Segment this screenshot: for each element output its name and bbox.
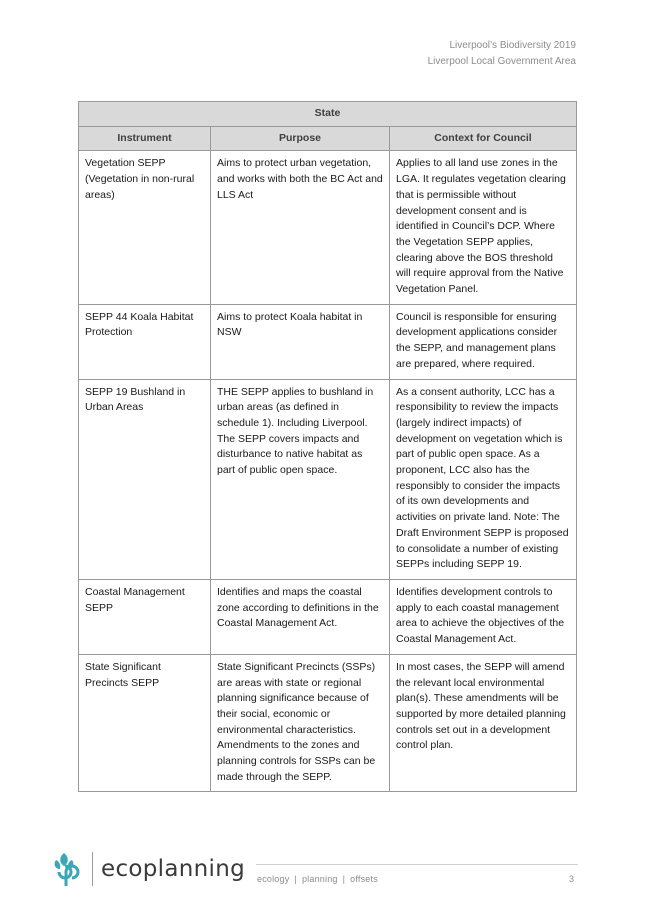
context-cell: As a consent authority, LCC has a responsibility to review the impacts (largely indirect impacts) of development on vegetation which is part of public open space. As a proponent, LCC also has the responsibly to consider the impacts of its own developments and activities on private land. Note: The Draft Environment SEPP is proposed to consolidate a number of existing SEPPs including SEPP 19. [390,379,577,579]
purpose-cell: State Significant Precincts (SSPs) are areas with state or regional planning significance because of their social, economic or environmental characteristics. Amendments to the zones and planning controls for SSPs can be made through the SEPP. [211,654,390,792]
purpose-cell: THE SEPP applies to bushland in urban areas (as defined in schedule 1). Including Liverpool. The SEPP covers impacts and disturbance to native habitat as part of public open space. [211,379,390,579]
ecoplanning-logo [50,850,245,888]
instrument-cell: Vegetation SEPP (Vegetation in non-rural areas) [79,151,211,304]
column-header-instrument: Instrument [79,126,211,151]
footer-divider [256,864,578,865]
page-number: 3 [568,874,574,884]
logo-divider [92,852,93,886]
context-cell: Applies to all land use zones in the LGA. It regulates vegetation clearing that is permissible without development consent and is identified in Council’s DCP. Where the Vegetation SEPP applies, clearing above the BOS threshold will require approval from the Native Vegetation Panel. [390,151,577,304]
tagline-offsets: offsets [350,874,378,884]
tagline-ecology: ecology [257,874,290,884]
state-instruments-table [78,101,577,792]
column-header-context: Context for Council [390,126,577,151]
column-header-purpose: Purpose [211,126,390,151]
leaf-logo-icon [50,850,86,888]
section-title: State [79,102,577,127]
context-cell: Identifies development controls to apply to each coastal management area to achieve the objectives of the Coastal Management Act. [390,579,577,654]
instrument-cell: SEPP 44 Koala Habitat Protection [79,304,211,379]
purpose-cell: Aims to protect Koala habitat in NSW [211,304,390,379]
table-row [79,304,577,379]
table-row [79,379,577,579]
table-row [79,151,577,304]
context-cell: In most cases, the SEPP will amend the relevant local environmental plan(s). These amendments will be supported by more detailed planning controls set out in a development control plan. [390,654,577,792]
tagline-planning: planning [301,874,338,884]
table-row [79,579,577,654]
header-title: Liverpool’s Biodiversity 2019 [449,40,576,51]
tagline-separator: | [294,874,297,884]
instrument-cell: SEPP 19 Bushland in Urban Areas [79,379,211,579]
instrument-cell: Coastal Management SEPP [79,579,211,654]
purpose-cell: Identifies and maps the coastal zone according to definitions in the Coastal Management Act. [211,579,390,654]
brand-name: ecoplanning [101,856,245,882]
column-header-row [79,126,577,151]
tagline-separator: | [342,874,346,884]
instrument-cell: State Significant Precincts SEPP [79,654,211,792]
running-header [428,38,576,69]
purpose-cell: Aims to protect urban vegetation, and works with both the BC Act and LLS Act [211,151,390,304]
header-subtitle: Liverpool Local Government Area [427,55,576,67]
footer-tagline [257,874,378,884]
section-header-row [79,102,577,127]
table-row [79,654,577,792]
context-cell: Council is responsible for ensuring development applications consider the SEPP, and management plans are prepared, where required. [390,304,577,379]
